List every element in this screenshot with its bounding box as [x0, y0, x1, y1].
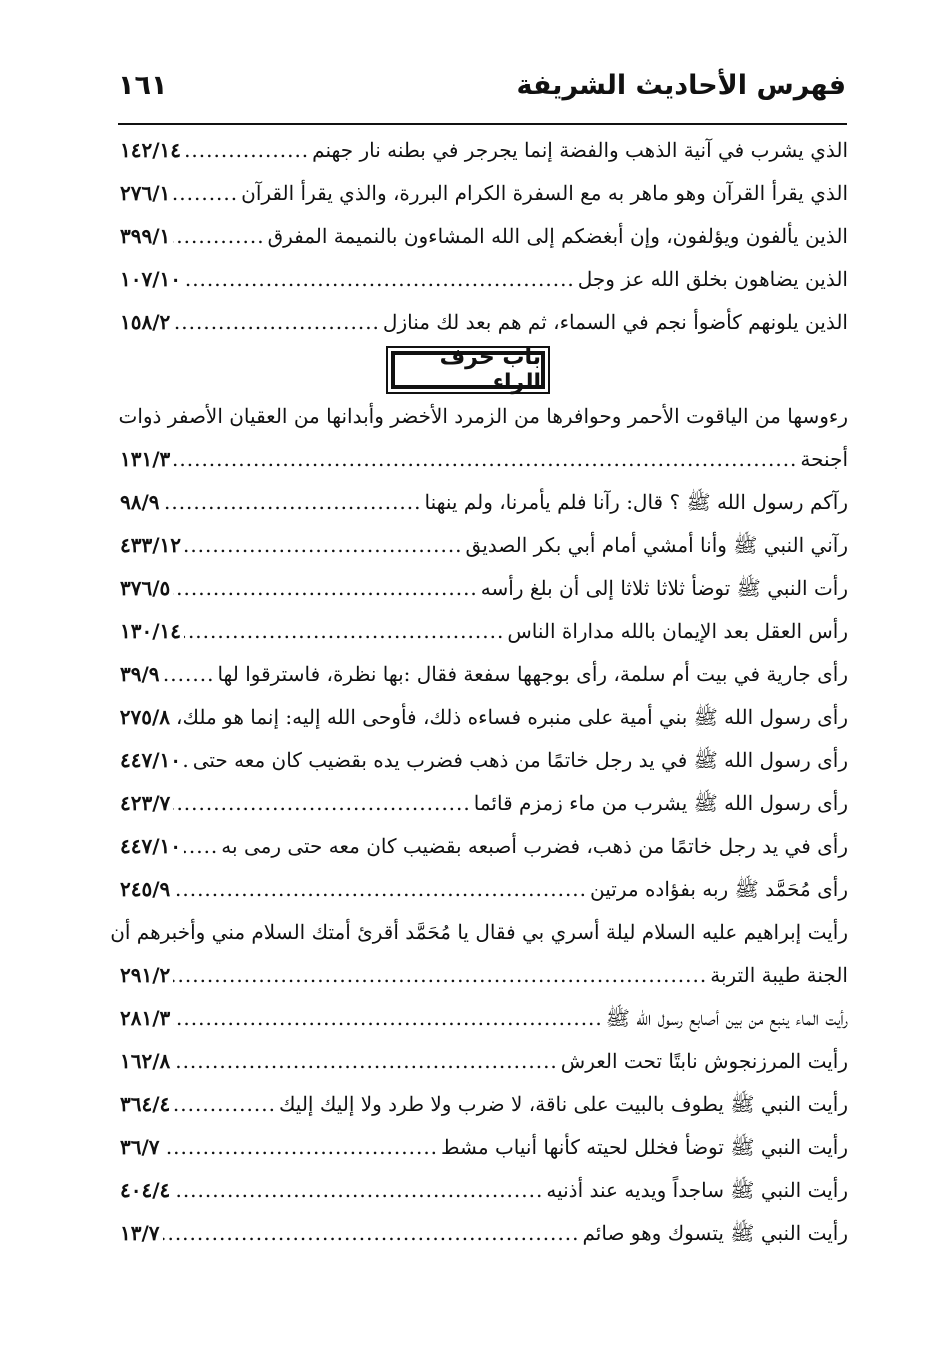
leader-dots — [173, 1178, 543, 1202]
index-entry — [120, 963, 848, 1006]
section-heading: باب حرف الراء — [391, 351, 545, 389]
entry-reference: ٣٩٩/١ — [120, 224, 171, 248]
index-entry — [120, 1221, 848, 1264]
entry-reference: ٢٩١/٢ — [120, 963, 171, 987]
entry-reference: ٣٧٦/٥ — [120, 576, 171, 600]
index-entry — [120, 1049, 848, 1092]
leader-dots — [163, 1135, 439, 1159]
entry-text: رأيت النبي ﷺ توضأ فخلل لحيته كأنها أنياب مشط — [441, 1135, 848, 1159]
leader-dots — [184, 619, 504, 643]
entry-text: رأيت النبي ﷺ يتسوك وهو صائم — [582, 1221, 848, 1245]
leader-dots — [173, 1006, 602, 1030]
entry-text: الذين يلونهم كأضوأ نجم في السماء، ثم هم بعد لك منازل — [382, 310, 848, 334]
entry-text: رأس العقل بعد الإيمان بالله مداراة الناس — [507, 619, 848, 643]
leader-dots — [173, 447, 797, 471]
index-entry — [120, 490, 848, 533]
leader-dots — [184, 138, 309, 162]
entry-text: رآني النبي ﷺ وأنا أمشي أمام أبي بكر الصديق — [465, 533, 848, 557]
index-entry — [120, 619, 848, 662]
index-entry — [120, 662, 848, 705]
leader-dots — [184, 533, 463, 557]
index-entry — [120, 877, 848, 920]
entry-text: الذين يألفون ويؤلفون، وإن أبغضكم إلى الله المشاءون بالنميمة المفرق — [267, 224, 848, 248]
leader-dots — [173, 181, 238, 205]
entry-reference: ٢٨١/٣ — [120, 1006, 171, 1030]
leader-dots — [184, 267, 575, 291]
leader-dots — [163, 662, 215, 686]
entry-reference: ٤٢٣/٧ — [120, 791, 171, 815]
entry-reference: ٤٠٤/٤ — [120, 1178, 171, 1202]
index-entry — [120, 1092, 848, 1135]
entry-text: رأى رسول الله ﷺ يشرب من ماء زمزم قائما — [473, 791, 848, 815]
index-entry — [120, 748, 848, 791]
entry-reference: ٢٧٦/١ — [120, 181, 171, 205]
entry-reference: ٩٨/٩ — [120, 490, 160, 514]
index-list-main — [110, 404, 848, 1264]
page-number: ١٦١ — [118, 70, 168, 101]
entry-reference: ١٤٢/١٤ — [120, 138, 182, 162]
index-entry — [120, 1006, 848, 1049]
entry-reference: ١٠٧/١٠ — [120, 267, 182, 291]
entry-text: الذي يشرب في آنية الذهب والفضة إنما يجرجر في بطنه نار جهنم — [312, 138, 848, 162]
index-entry-first-line — [110, 920, 848, 963]
leader-dots — [184, 748, 190, 772]
leader-dots — [163, 490, 422, 514]
index-entry — [120, 1178, 848, 1221]
entry-text: رأيت النبي ﷺ ساجداً ويديه عند أذنيه — [546, 1178, 848, 1202]
leader-dots — [173, 963, 707, 987]
index-list-top — [120, 138, 848, 353]
leader-dots — [173, 877, 587, 901]
entry-text: رءوسها من الياقوت الأحمر وحوافرها من الزمرد الأخضر وأبدانها من العقيان الأصفر ذوات — [118, 404, 848, 428]
index-entry — [120, 1135, 848, 1178]
entry-text: رأى رسول الله ﷺ بني أمية على منبره فساءه ذلك، فأوحى الله إليه: إنما هو ملك، — [176, 705, 848, 729]
entry-text: رآكم رسول الله ﷺ ؟ قال: رآنا فلم يأمرنا، ولم ينهنا — [424, 490, 848, 514]
entry-text: رأت النبي ﷺ توضأ ثلاثا ثلاثا إلى أن بلغ رأسه — [480, 576, 848, 600]
entry-text: الذي يقرأ القرآن وهو ماهر به مع السفرة الكرام البررة، والذي يقرأ القرآن — [241, 181, 848, 205]
index-entry — [120, 791, 848, 834]
entry-reference: ١٣١/٣ — [120, 447, 171, 471]
leader-dots — [173, 224, 264, 248]
entry-reference: ١٥٨/٢ — [120, 310, 171, 334]
entry-reference: ٤٤٧/١٠ — [120, 834, 182, 858]
index-entry — [120, 447, 848, 490]
entry-text: الذين يضاهون بخلق الله عز وجل — [577, 267, 848, 291]
entry-reference: ٣٩/٩ — [120, 662, 160, 686]
index-entry-first-line — [120, 404, 848, 447]
section-heading-frame — [386, 346, 550, 394]
entry-text: رأى جارية في بيت أم سلمة، رأى بوجهها سفعة فقال :بها نظرة، فاسترقوا لها — [217, 662, 848, 686]
index-entry — [120, 705, 848, 748]
leader-dots — [163, 1221, 580, 1245]
entry-text: رأيت إبراهيم عليه السلام ليلة أسري بي فقال يا مُحَمَّد أقرئ أمتك السلام مني وأخبرهم أن — [110, 920, 848, 944]
leader-dots — [173, 576, 478, 600]
entry-reference: ١٣/٧ — [120, 1221, 160, 1245]
index-entry — [120, 267, 848, 310]
entry-text: أجنحة — [800, 447, 848, 471]
entry-text: رأيت النبي ﷺ يطوف بالبيت على ناقة، لا ضرب ولا طرد ولا إليك إليك — [278, 1092, 848, 1116]
entry-text: رأى مُحَمَّد ﷺ ربه بفؤاده مرتين — [590, 877, 848, 901]
page-header — [118, 64, 846, 116]
running-title: فهرس الأحاديث الشريفة — [516, 70, 846, 101]
header-rule — [118, 123, 847, 125]
entry-reference: ١٦٢/٨ — [120, 1049, 171, 1073]
entry-reference: ٢٧٥/٨ — [119, 705, 171, 729]
entry-text: رأى في يد رجل خاتمًا من ذهب، فضرب أصبعه بقضيب كان معه حتى رمى به — [221, 834, 848, 858]
entry-reference: ٤٣٣/١٢ — [120, 533, 182, 557]
leader-dots — [173, 791, 470, 815]
index-entry — [120, 834, 848, 877]
entry-reference: ١٣٠/١٤ — [120, 619, 182, 643]
entry-reference: ٤٤٧/١٠ — [120, 748, 182, 772]
leader-dots — [184, 834, 218, 858]
index-entry — [120, 224, 848, 267]
entry-reference: ٣٦٤/٤ — [120, 1092, 171, 1116]
index-entry — [120, 576, 848, 619]
entry-reference: ٣٦/٧ — [120, 1135, 160, 1159]
entry-text: الجنة طيبة التربة — [710, 963, 848, 987]
index-entry — [120, 533, 848, 576]
entry-text: رأيت الماء ينبع من بين أصابع رسول الله ﷺ — [605, 1006, 848, 1030]
leader-dots — [173, 1049, 558, 1073]
entry-text: رأيت المرزنجوش نابتًا تحت العرش — [560, 1049, 848, 1073]
entry-reference: ٢٤٥/٩ — [120, 877, 171, 901]
index-entry — [120, 181, 848, 224]
leader-dots — [173, 310, 380, 334]
entry-text: رأى رسول الله ﷺ في يد رجل خاتمًا من ذهب فضرب يده بقضيب كان معه حتى — [192, 748, 848, 772]
index-entry — [120, 138, 848, 181]
leader-dots — [173, 1092, 276, 1116]
